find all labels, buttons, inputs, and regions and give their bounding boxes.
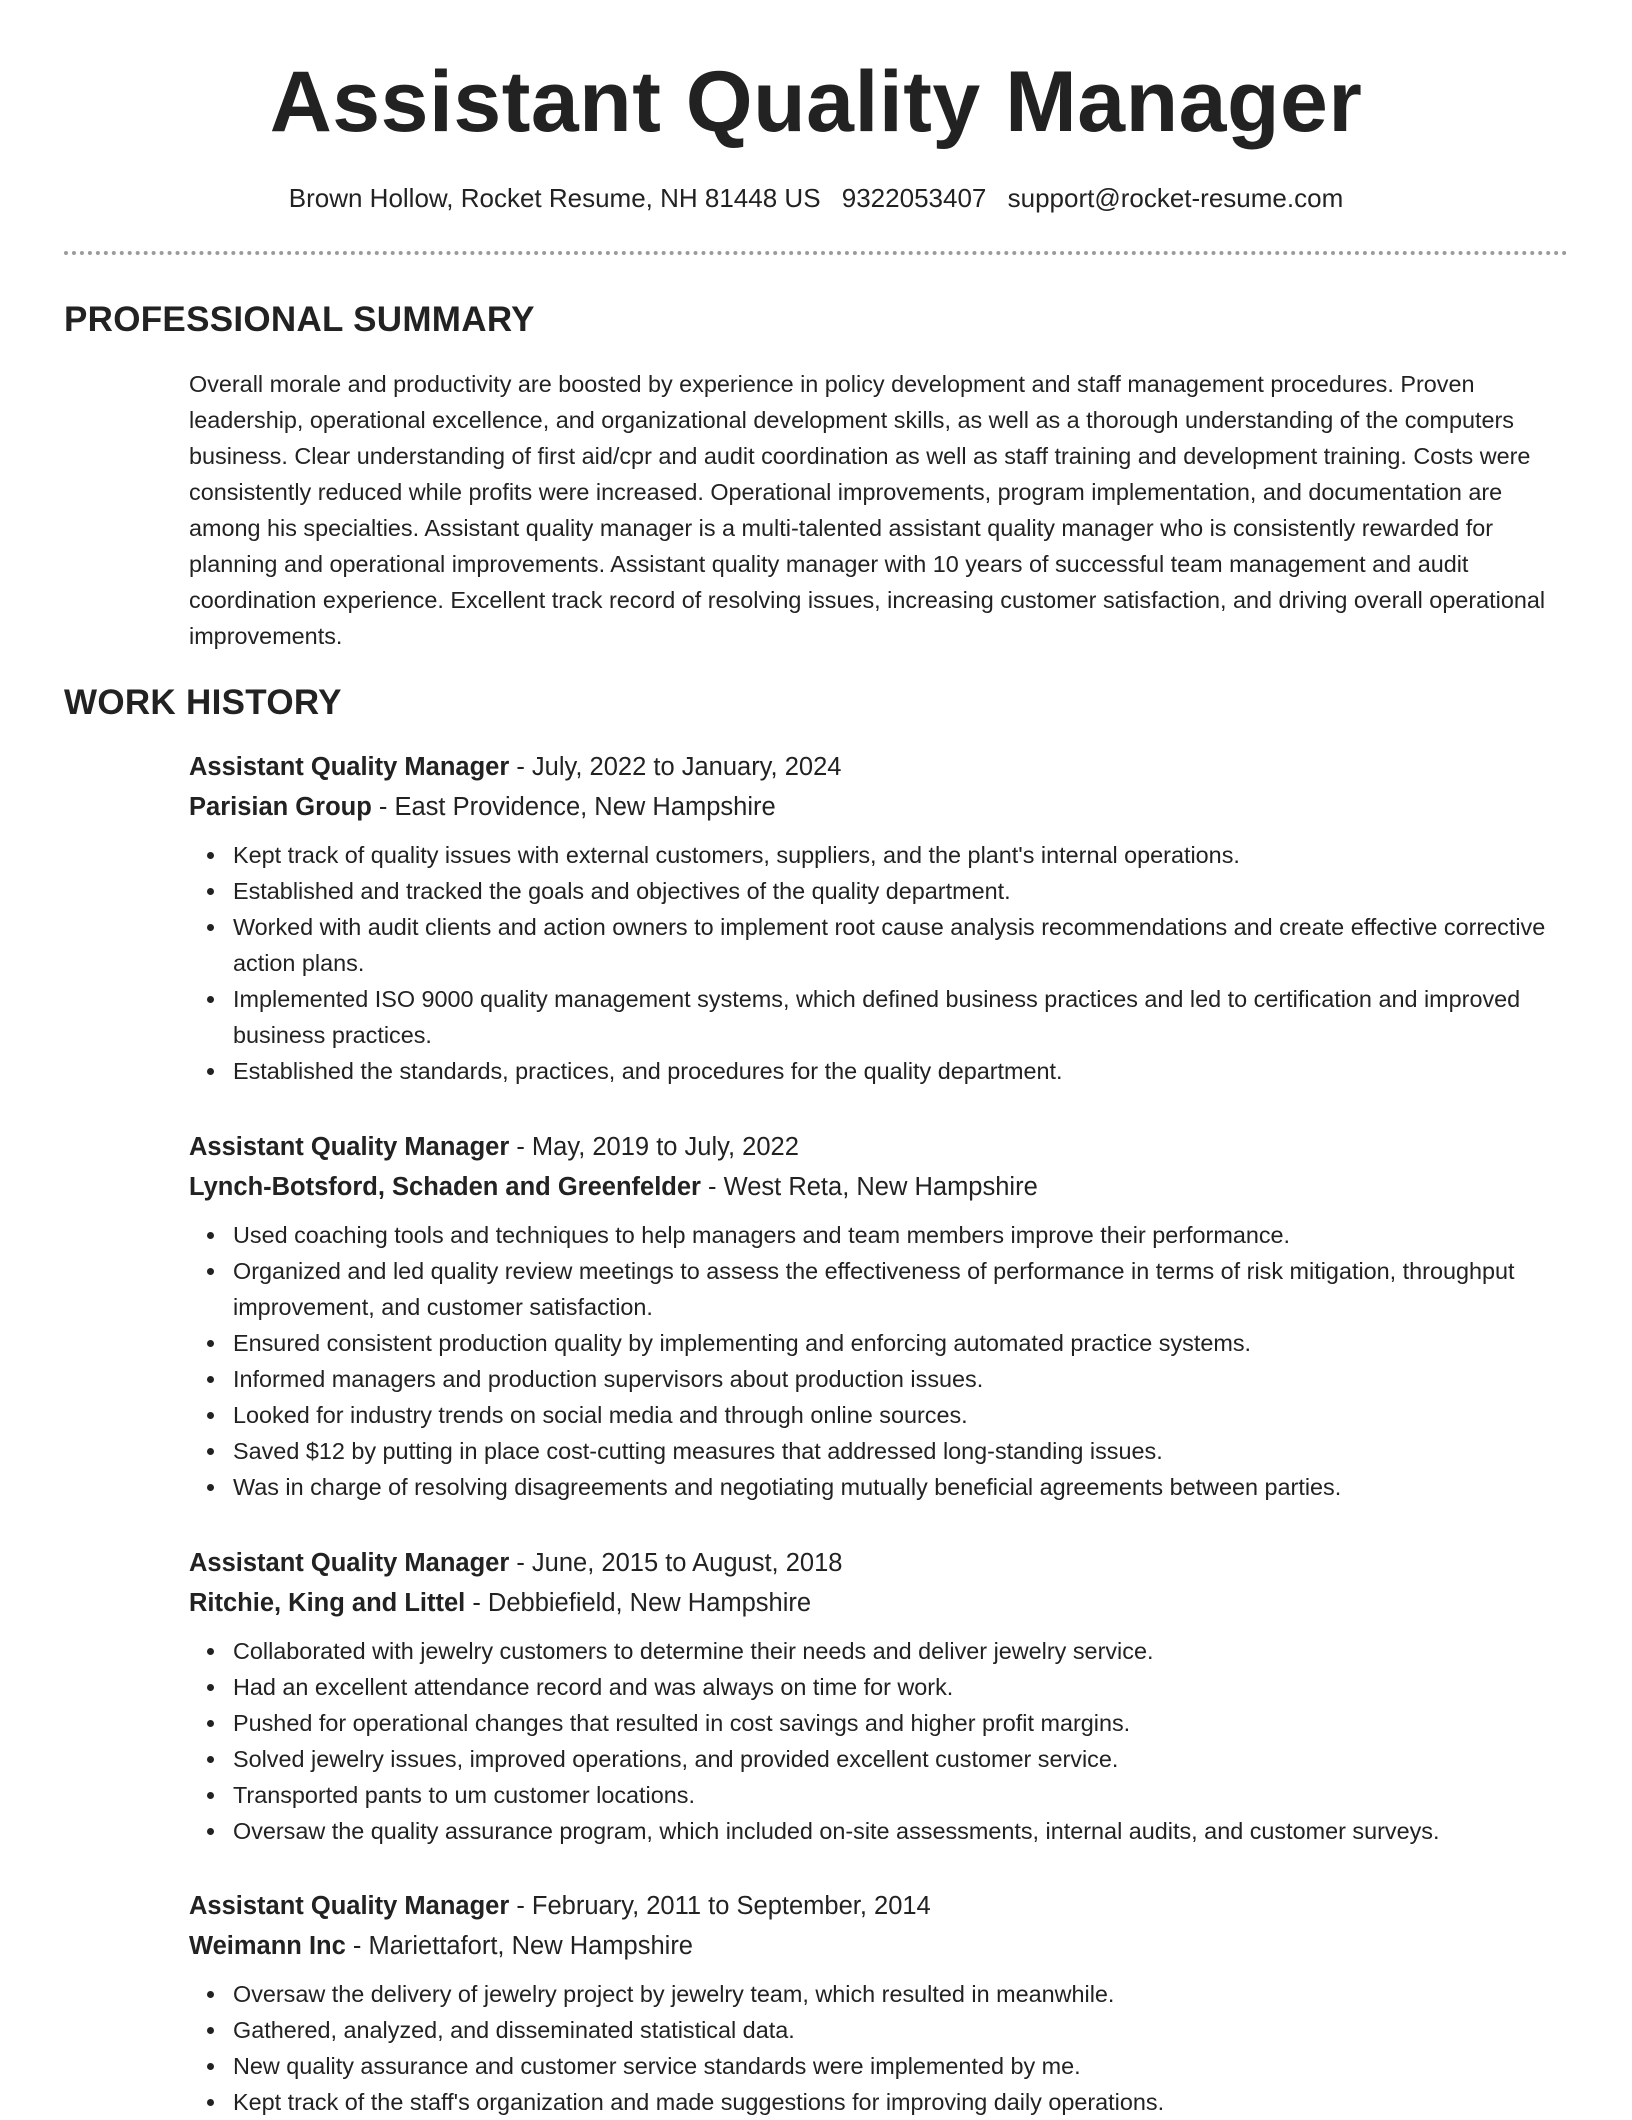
job-title: Assistant Quality Manager (189, 1133, 510, 1161)
job-entry (189, 1127, 1569, 1505)
duty-item: Saved $12 by putting in place cost-cutting measures that addressed long-standing issues. (189, 1433, 1569, 1469)
duty-item: New quality assurance and customer service standards were implemented by me. (189, 2048, 1569, 2084)
job-duties-list (189, 1976, 1569, 2120)
duty-item: Transported pants to um customer locations. (189, 1777, 1569, 1813)
job-title: Assistant Quality Manager (189, 1549, 510, 1577)
job-company-line (189, 1167, 1569, 1207)
job-dates: - June, 2015 to August, 2018 (509, 1549, 843, 1577)
job-title-line (189, 1886, 1569, 1926)
duty-item: Oversaw the delivery of jewelry project by jewelry team, which resulted in meanwhile. (189, 1976, 1569, 2012)
duty-item: Established and tracked the goals and objectives of the quality department. (189, 873, 1569, 909)
job-title: Assistant Quality Manager (189, 753, 510, 781)
summary-heading: PROFESSIONAL SUMMARY (64, 300, 535, 339)
job-location: - Mariettafort, New Hampshire (345, 1932, 693, 1960)
duty-item: Informed managers and production supervisors about production issues. (189, 1361, 1569, 1397)
job-duties-list (189, 837, 1569, 1089)
duty-item: Collaborated with jewelry customers to determine their needs and deliver jewelry service. (189, 1633, 1569, 1669)
duty-item: Looked for industry trends on social media and through online sources. (189, 1397, 1569, 1433)
job-company-line (189, 787, 1569, 827)
contact-phone: 9322053407 (841, 183, 987, 213)
duty-item: Was in charge of resolving disagreements and negotiating mutually beneficial agreements between parties. (189, 1469, 1569, 1505)
job-company: Parisian Group (189, 793, 372, 821)
work-history-heading: WORK HISTORY (64, 683, 342, 722)
job-title-line (189, 1543, 1569, 1583)
duty-item: Gathered, analyzed, and disseminated statistical data. (189, 2012, 1569, 2048)
job-entry (189, 1886, 1569, 2120)
job-duties-list (189, 1217, 1569, 1505)
job-title-line (189, 747, 1569, 787)
resume-name-title: Assistant Quality Manager (269, 54, 1363, 150)
job-entry (189, 747, 1569, 1089)
job-dates: - May, 2019 to July, 2022 (509, 1133, 799, 1161)
duty-item: Solved jewelry issues, improved operations, and provided excellent customer service. (189, 1741, 1569, 1777)
job-dates: - July, 2022 to January, 2024 (509, 753, 842, 781)
duty-item: Implemented ISO 9000 quality management systems, which defined business practices and led to certification and improved business practices. (189, 981, 1569, 1053)
duty-item: Pushed for operational changes that resulted in cost savings and higher profit margins. (189, 1705, 1569, 1741)
duty-item: Had an excellent attendance record and was always on time for work. (189, 1669, 1569, 1705)
job-entry (189, 1543, 1569, 1849)
contact-line (0, 180, 1632, 216)
job-location: - East Providence, New Hampshire (371, 793, 776, 821)
job-location: - West Reta, New Hampshire (700, 1173, 1038, 1201)
job-dates: - February, 2011 to September, 2014 (509, 1892, 931, 1920)
duty-item: Kept track of the staff's organization and made suggestions for improving daily operations. (189, 2084, 1569, 2120)
duty-item: Oversaw the quality assurance program, which included on-site assessments, internal audits, and customer surveys. (189, 1813, 1569, 1849)
duty-item: Ensured consistent production quality by implementing and enforcing automated practice systems. (189, 1325, 1569, 1361)
job-company: Ritchie, King and Littel (189, 1589, 466, 1617)
job-title-line (189, 1127, 1569, 1167)
duty-item: Organized and led quality review meetings to assess the effectiveness of performance in terms of risk mitigation, throughput improvement, and customer satisfaction. (189, 1253, 1569, 1325)
job-company: Lynch-Botsford, Schaden and Greenfelder (189, 1173, 701, 1201)
contact-email: support@rocket-resume.com (1007, 183, 1344, 213)
job-title: Assistant Quality Manager (189, 1892, 510, 1920)
duty-item: Kept track of quality issues with external customers, suppliers, and the plant's internal operations. (189, 837, 1569, 873)
header-divider (64, 251, 1568, 255)
job-duties-list (189, 1633, 1569, 1849)
job-location: - Debbiefield, New Hampshire (465, 1589, 812, 1617)
summary-text: Overall morale and productivity are boosted by experience in policy development and staff management procedures. Proven leadership, operational excellence, and organizational development skills, as well as a thorough understanding of the computers business. Clear understanding of first aid/cpr and audit coordination as well as staff training and development training. Costs were consistently reduced while profits were increased. Operational improvements, program implementation, and documentation are among his specialties. Assistant quality manager is a multi-talented assistant quality manager who is consistently rewarded for planning and operational improvements. Assistant quality manager with 10 years of successful team management and audit coordination experience. Excellent track record of resolving issues, increasing customer satisfaction, and driving overall operational improvements. (189, 371, 1546, 649)
job-company: Weimann Inc (189, 1932, 346, 1960)
contact-address: Brown Hollow, Rocket Resume, NH 81448 US (288, 183, 821, 213)
job-company-line (189, 1583, 1569, 1623)
duty-item: Used coaching tools and techniques to help managers and team members improve their performance. (189, 1217, 1569, 1253)
duty-item: Established the standards, practices, and procedures for the quality department. (189, 1053, 1569, 1089)
job-company-line (189, 1926, 1569, 1966)
duty-item: Worked with audit clients and action owners to implement root cause analysis recommendations and create effective corrective action plans. (189, 909, 1569, 981)
